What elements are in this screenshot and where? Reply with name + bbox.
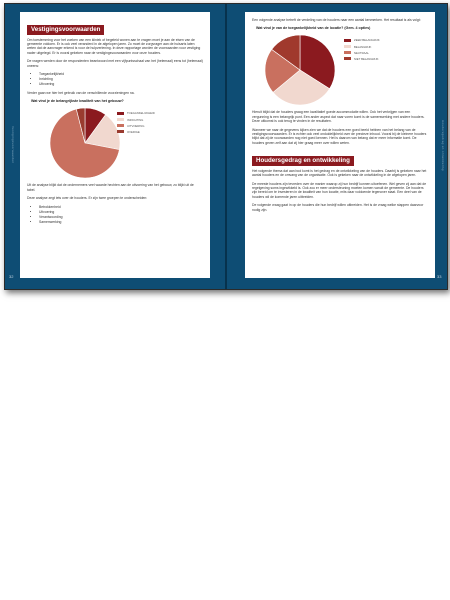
- legend-swatch: [344, 51, 351, 54]
- right-intro: Een volgende analyse betreft de verdeling van de houders naar een aantal kenmerken. Het resultaat is als volgt:: [252, 18, 421, 22]
- legend-label: OVERIGE: [127, 129, 140, 134]
- right-side-strip: [437, 12, 445, 278]
- legend-item: [344, 51, 380, 55]
- magazine-spread: [4, 3, 448, 290]
- left-paragraph-3: Verder gaan we hier het gebruik van de verschillende voorzieningen na.: [27, 90, 135, 95]
- right-paragraph-5: De volgende vraag gaat in op de houders die hun bedrijf willen uitbreiden. Het is de vraag welke stappen daarvoor nodig zijn.: [252, 203, 424, 212]
- legend-item: [117, 124, 155, 128]
- legend-swatch: [117, 130, 124, 133]
- legend-label: ZEER BELANGRIJK: [354, 38, 380, 43]
- legend-item: [117, 118, 155, 122]
- list-item: • Toegankelijkheid: [39, 72, 203, 77]
- legend-label: NEUTRAAL: [354, 50, 369, 55]
- left-paragraph-4: Uit de analyse blijkt dat de ondernemers veel waarde hechten aan de uitvoering van het gebouw, zo blijkt uit de tabel.: [27, 183, 194, 192]
- section-heading-vestiging: Vestigingsvoorwaarden: [27, 25, 104, 35]
- legend-swatch: [344, 57, 351, 60]
- legend-item: [117, 130, 155, 134]
- legend-swatch: [117, 118, 124, 121]
- right-paragraph-4: De meeste houders zijn tevreden over de manier waarop zij hun bedrijf kunnen uitoefenen. Wel geven zij aan dat de regelgeving soms ingewikkeld is. Ook zou er meer ondersteuning moeten komen vanuit de gemeente. De houders zijn bereid om te investeren in de kwaliteit van hun locatie, mits daar voldoende tegenover staat. Een deel van de houders wil de komende jaren uitbreiden.: [252, 181, 427, 199]
- right-paragraph-3: Het volgende thema dat aan bod komt is het gedrag en de ontwikkeling van de houders. Daarbij is gekeken naar het aantal houders en de omvang van de organisatie. Ook is gekeken naar de ontwikkeling in de afgelopen jaren.: [252, 168, 427, 178]
- left-page-number: 32: [9, 274, 14, 279]
- list-item: • Samenwerking: [39, 220, 203, 225]
- list-item: • Betrokkenheid: [39, 205, 203, 210]
- right-page: [245, 12, 435, 278]
- section-heading-houdersgedrag: Houdersgedrag en ontwikkeling: [252, 156, 354, 166]
- chart-1-legend: [117, 111, 155, 136]
- left-list-1: [27, 72, 203, 87]
- chart-2-legend: [344, 38, 380, 63]
- legend-label: TOEGANKELIJKHEID: [127, 111, 155, 116]
- chart-2: [252, 32, 428, 110]
- legend-label: NIET BELANGRIJK: [354, 56, 379, 61]
- legend-label: INRICHTING: [127, 117, 144, 122]
- left-paragraph-2: De vragen werden door de respondenten beantwoord met een vijfpuntsschaal van het (helemaal) eens tot (helemaal) oneens:: [27, 59, 203, 68]
- pie-chart-1: [47, 105, 123, 181]
- legend-item: [117, 111, 155, 115]
- left-side-text: Vestigingsvoorwaarden: [11, 126, 15, 164]
- list-item: • Inrichting: [39, 77, 203, 82]
- spine: [225, 4, 227, 289]
- legend-swatch: [117, 124, 124, 127]
- legend-item: [344, 57, 380, 61]
- left-page: [20, 12, 210, 278]
- left-side-strip: [7, 12, 15, 278]
- chart-2-title: Wat vind je van de toegankelijkheid van de locatie? (Gem. 4 opties): [256, 26, 371, 31]
- list-item: • Uitvoering: [39, 210, 203, 215]
- legend-swatch: [344, 45, 351, 48]
- legend-label: BELANGRIJK: [354, 44, 372, 49]
- left-list-2: [27, 205, 203, 225]
- legend-item: [344, 38, 380, 42]
- chart-1-title: Wat vind je de belangrijkste kwaliteit van het gebouw?: [31, 99, 124, 104]
- right-paragraph-2: Wanneer we naar de gegevens kijken zien we dat de houders een goed beeld hebben van het belang van de vestigingsvoorwaarden. Er is echter ook veel onduidelijkheid over de precieze inhoud. Vooral bij de kleinere houders blijkt dat zij de voorwaarden nog niet goed kennen. Het is daarom van belang dat er meer informatie komt. De houders geven zelf aan dat zij hier graag meer over willen weten.: [252, 127, 427, 145]
- legend-label: UITVOERING: [127, 123, 145, 128]
- legend-swatch: [117, 112, 124, 115]
- left-paragraph-5: Deze analyse zegt iets over de houders. Er zijn twee groepen te onderscheiden:: [27, 196, 148, 201]
- legend-swatch: [344, 39, 351, 42]
- chart-1: [27, 105, 203, 183]
- pie-chart-2: [262, 32, 338, 108]
- legend-item: [344, 45, 380, 49]
- right-paragraph-1: Hieruit blijkt dat de houders graag een kwalitatief goede accommodatie willen. Ook het verkrijgen van een vergunning is een belangrijk punt. Een ander aspect dat naar voren komt is de samenwerking met andere houders. Deze uitkomst is ook terug te vinden in de resultaten.: [252, 110, 425, 124]
- left-paragraph-1: Om toestemming voor het zoeken van een kliniek of begeleid wonen aan te vragen moet je aan de eisen van de gemeente voldoen. Er is ook veel veranderd in de afgelopen jaren. Zo moet de zorgvrager aan de huisarts laten weten dat de aanvrager erkend is voor de hulpverlening. In deze rapportage worden de voorwaarden voor vestiging nader uitgelegd. Er is vooral gekeken naar de vestigingsvoorwaarden voor onze houders.: [27, 37, 201, 55]
- right-side-text: Houdersgedrag en ontwikkeling: [441, 119, 445, 171]
- list-item: • Uitvoering: [39, 82, 203, 87]
- list-item: • Verantwoording: [39, 215, 203, 220]
- right-page-number: 33: [437, 274, 442, 279]
